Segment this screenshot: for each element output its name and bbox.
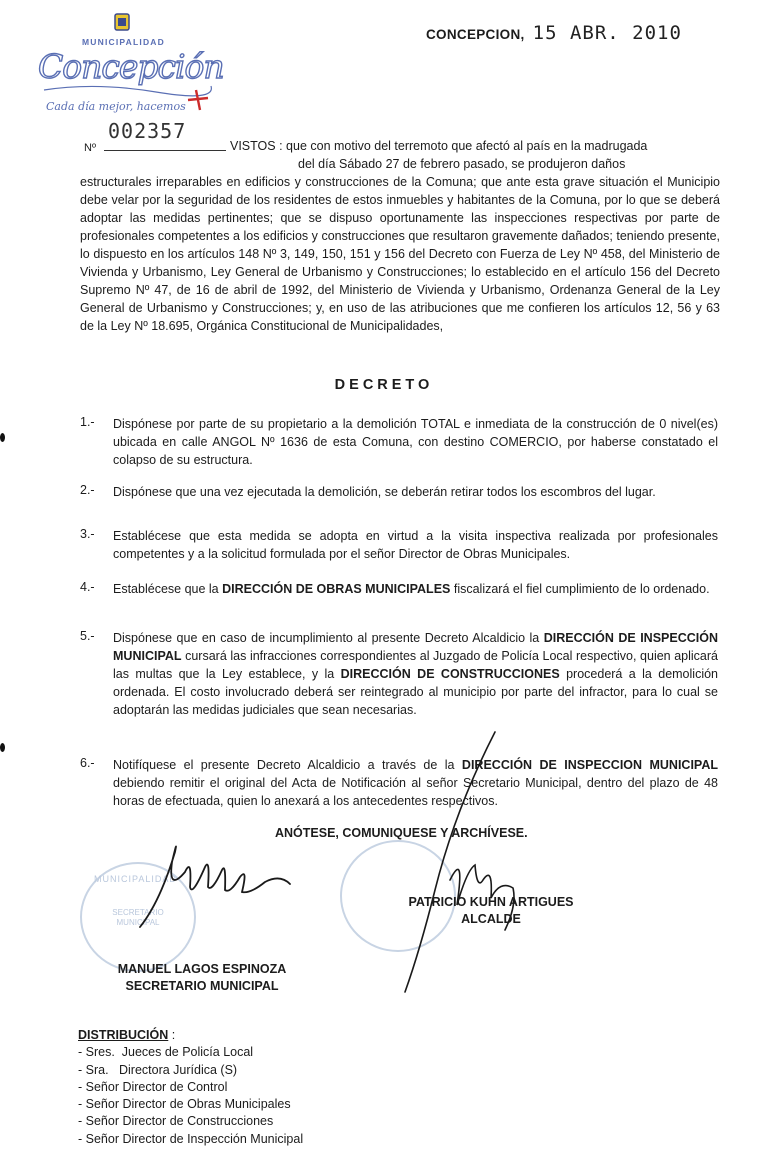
list-item: - Sres. Jueces de Policía Local: [78, 1045, 254, 1060]
item-4-pre: Establécese que la: [113, 582, 223, 596]
place-text: CONCEPCION,: [426, 27, 525, 42]
item-2-number: 2.-: [80, 483, 95, 497]
vistos-second-line: del día Sábado 27 de febrero pasado, se produjeron daños: [298, 157, 626, 171]
item-4-text: [113, 580, 718, 598]
secretary-signature: [130, 832, 310, 932]
mayor-block: [388, 894, 594, 928]
seal-inner-text: SECRETARIO MUNICIPAL: [112, 908, 164, 927]
decree-number-value: 002357: [108, 119, 187, 143]
item-3-text: Establécese que esta medida se adopta en virtud a la visita inspectiva realizada por profesionales competentes y a la solicitud formulada por el señor Director de Obras Municipales.: [113, 529, 718, 561]
place-date: [426, 22, 682, 44]
punch-hole-bottom: [0, 743, 5, 752]
item-3-number: 3.-: [80, 527, 95, 541]
item-6-bold: DIRECCIÓN DE INSPECCION MUNICIPAL: [461, 758, 718, 772]
item-5-text: [113, 629, 718, 719]
distribution-colon: :: [168, 1028, 176, 1042]
distribution-list: [78, 1027, 303, 1148]
crest-icon: [115, 14, 129, 30]
logo-concepcion-text: Concepción: [38, 47, 224, 86]
item-6-post: debiendo remitir el original del Acta de Notificación al señor Secretario Municipal, dentro del plazo de 48 horas de efectuada, quien lo anexará a los antecedentes respectivos.: [113, 776, 718, 808]
punch-hole-top: [0, 433, 5, 442]
item-5-bold-2: DIRECCIÓN DE CONSTRUCCIONES: [340, 667, 560, 681]
closing-formula: ANÓTESE, COMUNIQUESE Y ARCHÍVESE.: [275, 826, 528, 840]
logo-municipalidad-text: MUNICIPALIDAD: [82, 37, 165, 47]
item-1-text: Dispónese por parte de su propietario a la demolición TOTAL e inmediata de la construcción de 0 nivel(es) ubicada en calle ANGOL Nº 1636 de esta Comuna, con destino COMERCIO, por haberse constatado el colapso de su estructura.: [113, 417, 718, 467]
item-1-number: 1.-: [80, 415, 95, 429]
mayor-title: ALCALDE: [461, 912, 521, 926]
item-2-text: Dispónese que una vez ejecutada la demolición, se deberán retirar todos los escombros del lugar.: [113, 485, 656, 499]
item-4-number: 4.-: [80, 580, 95, 594]
plus-icon: [188, 90, 208, 110]
decree-number-label: Nº: [84, 142, 96, 154]
item-6-number: 6.-: [80, 756, 95, 770]
secretary-name: MANUEL LAGOS ESPINOZA: [117, 962, 287, 976]
item-5-mid: cursará las infracciones correspondientes al Juzgado de Policía Local respectivo, quien aplicará las multas que la Ley establece, y la: [113, 649, 718, 681]
vistos-first-line: VISTOS : que con motivo del terremoto que afectó al país en la madrugada: [230, 139, 648, 153]
list-item: - Señor Director de Control: [78, 1079, 228, 1094]
date-stamp: 15 ABR. 2010: [532, 22, 682, 44]
secretary-block: [98, 961, 306, 995]
seal-outer-text: MUNICIPALIDAD: [94, 874, 177, 884]
item-5-pre: Dispónese que en caso de incumplimiento al presente Decreto Alcaldicio la: [113, 631, 544, 645]
list-item: - Señor Director de Construcciones: [78, 1114, 274, 1129]
item-4-bold: DIRECCIÓN DE OBRAS MUNICIPALES: [222, 582, 451, 596]
item-5-bold-1: DIRECCIÓN DE INSPECCIÓN MUNICIPAL: [113, 631, 719, 663]
vistos-paragraph: [80, 137, 720, 335]
vistos-body: estructurales irreparables en edificios y construcciones de la Comuna; que ante esta grave situación el Municipio debe velar por la seguridad de los residentes de estos inmuebles y habitantes de la Comuna, por lo que se deberá adoptar las medidas pertinentes; que se dispuso oportunamente las inspecciones respectivas por parte de profesionales competentes a los edificios y construcciones que resultaron gravemente dañados; teniendo presente, lo dispuesto en los artículos 148 Nº 3, 149, 150, 151 y 156 del Decreto con Fuerza de Ley Nº 458, del Ministerio de Vivienda y Urbanismo, Ley General de Urbanismo y Construcciones; lo establecido en el artículo 156 del Decreto Supremo Nº 47, de 16 de abril de 1992, del Ministerio de Vivienda y Urbanismo, Ordenanza General de la Ley General de Urbanismo y Construcciones; y, en uso de las atribuciones que me confieren los artículos 12, 56 y 63 de la Ley Nº 18.695, Orgánica Constitucional de Municipalidades,: [80, 175, 720, 333]
item-6-pre: Notifíquese el presente Decreto Alcaldicio a través de la: [113, 758, 462, 772]
distribution-title: DISTRIBUCIÓN: [78, 1028, 169, 1042]
municipal-logo: [36, 12, 236, 130]
item-4-post: fiscalizará el fiel cumplimiento de lo ordenado.: [450, 582, 710, 596]
item-5-number: 5.-: [80, 629, 95, 643]
list-item: - Señor Director de Obras Municipales: [78, 1097, 291, 1112]
mayor-signature: [395, 730, 535, 1000]
logo-slogan-text: Cada día mejor, hacemos: [46, 100, 186, 113]
mayor-name: PATRICIO KUHN ARTIGUES: [408, 895, 574, 909]
secretary-title: SECRETARIO MUNICIPAL: [125, 979, 279, 993]
list-item: - Señor Director de Inspección Municipal: [78, 1131, 304, 1146]
decreto-heading: DECRETO: [334, 377, 434, 393]
item-5-post: procederá a la demolición ordenada. El costo involucrado deberá ser reintegrado al municipio por parte del infractor, para lo cual se adoptarán las medidas judiciales que sean necesarias.: [113, 667, 718, 717]
list-item: - Sra. Directora Jurídica (S): [78, 1062, 238, 1077]
